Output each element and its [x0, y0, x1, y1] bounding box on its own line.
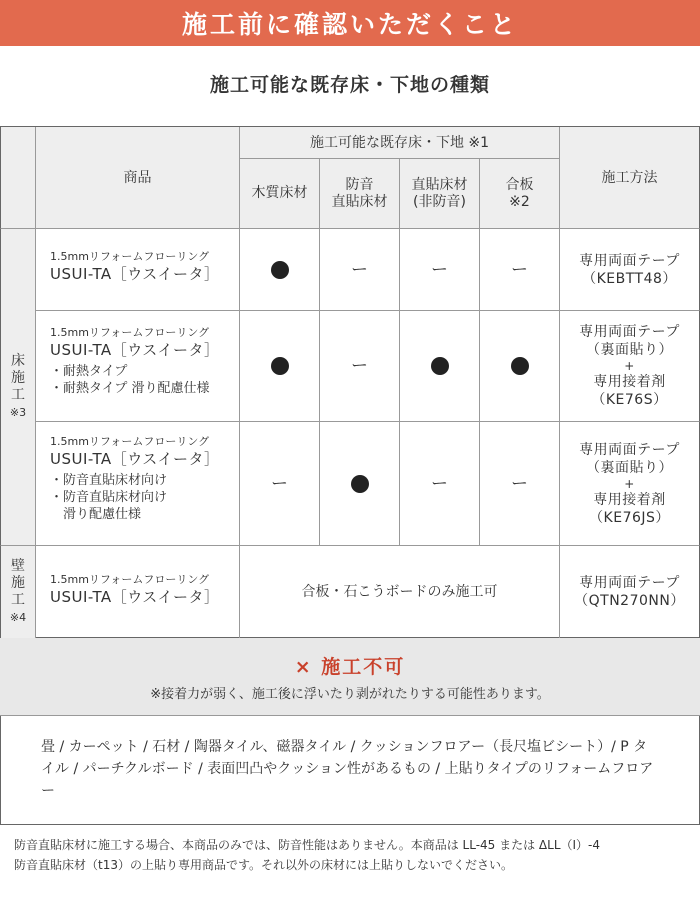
method-line: 専用両面テープ	[579, 324, 680, 340]
header-method: 施工方法	[560, 127, 700, 229]
method-plus: +	[624, 359, 635, 373]
method-line: 専用両面テープ	[579, 252, 680, 269]
product-subtitle: 1.5mmリフォームフローリング	[50, 435, 210, 448]
header-product: 商品	[36, 127, 240, 229]
product-note: ・耐熱タイプ	[50, 364, 128, 379]
not-possible-banner	[0, 638, 700, 716]
header-wood-label: 木質床材	[251, 185, 308, 201]
header-direct-l1: 直貼床材	[411, 176, 468, 193]
header-existing-group: 施工可能な既存床・下地 ※1	[240, 127, 560, 159]
header-plywood-l2: ※2	[509, 193, 530, 210]
mark-cell	[480, 311, 560, 422]
product-subtitle: 1.5mmリフォームフローリング	[50, 573, 210, 586]
method-line: （裏面貼り）	[586, 459, 673, 476]
unsupported-material-list: 畳 / カーペット / 石材 / 陶器タイル、磁器タイル / クッションフロアー（長尺塩ビシート）/ P タイル / パーチクルボード / 表面凹凸やクッション性があるもの / 上貼りタイプのリフォームフロアー	[0, 716, 700, 825]
header-plywood	[480, 159, 560, 229]
dot-icon	[431, 357, 449, 375]
product-subtitle: 1.5mmリフォームフローリング	[50, 326, 210, 339]
dot-icon	[511, 357, 529, 375]
method-line: （KE76JS）	[589, 509, 670, 526]
footnote-line: 防音直貼床材に施工する場合、本商品のみでは、防音性能はありません。本商品は LL-45 または ΔLL（Ⅰ）-4	[14, 838, 601, 852]
table-row-product	[36, 422, 240, 546]
header-direct	[400, 159, 480, 229]
floor-label-char: 工	[11, 387, 25, 403]
method-cell	[560, 311, 700, 422]
dash-mark: ー	[351, 356, 368, 376]
wall-label-note: ※4	[9, 611, 27, 624]
mark-cell	[400, 311, 480, 422]
method-plus: +	[624, 476, 635, 491]
method-line: （QTN270NN）	[574, 593, 685, 609]
dot-icon	[351, 475, 369, 493]
table-row-product	[36, 546, 240, 638]
method-line: 専用接着剤	[593, 374, 666, 390]
mark-cell	[400, 229, 480, 311]
header-corner	[0, 127, 36, 229]
header-soundproof	[320, 159, 400, 229]
dot-icon	[271, 261, 289, 279]
mark-cell	[480, 229, 560, 311]
mark-cell	[240, 422, 320, 546]
wall-label-char: 施	[11, 575, 25, 591]
dot-icon	[271, 357, 289, 375]
not-possible-desc: ※接着力が弱く、施工後に浮いたり剥がれたりする可能性あります。	[150, 687, 550, 702]
method-line: （裏面貼り）	[586, 342, 673, 358]
page-banner: 施工前に確認いただくこと	[0, 0, 700, 46]
product-note: 滑り配慮仕様	[50, 507, 142, 522]
product-subtitle: 1.5mmリフォームフローリング	[50, 250, 210, 263]
table-row-product	[36, 229, 240, 311]
wall-span-cell: 合板・石こうボードのみ施工可	[240, 546, 560, 638]
method-line: （KEBTT48）	[582, 270, 677, 287]
product-name: USUI-TA［ウスイータ］	[50, 450, 220, 468]
method-cell	[560, 546, 700, 638]
product-name: USUI-TA［ウスイータ］	[50, 341, 220, 359]
floor-label-note: ※3	[9, 406, 27, 419]
footnote	[14, 835, 694, 875]
mark-cell	[480, 422, 560, 546]
wall-label-char: 工	[11, 592, 25, 608]
floor-label-char: 施	[11, 370, 25, 386]
header-wood	[240, 159, 320, 229]
mark-cell	[400, 422, 480, 546]
method-cell	[560, 229, 700, 311]
product-name: USUI-TA［ウスイータ］	[50, 265, 220, 283]
mark-cell	[240, 229, 320, 311]
floor-label-char: 床	[11, 353, 25, 369]
method-line: 専用接着剤	[593, 491, 666, 508]
header-soundproof-l1: 防音	[345, 176, 374, 193]
method-line: 専用両面テープ	[579, 441, 680, 458]
product-note: ・防音直貼床材向け	[50, 473, 168, 488]
wall-label-char: 壁	[11, 558, 25, 574]
mark-cell	[320, 311, 400, 422]
mark-cell	[240, 311, 320, 422]
wall-label	[0, 546, 36, 638]
method-cell	[560, 422, 700, 546]
product-note: ・防音直貼床材向け	[50, 490, 168, 505]
dash-mark: ー	[511, 259, 528, 280]
product-note: ・耐熱タイプ 滑り配慮仕様	[50, 381, 210, 396]
table-row-product	[36, 311, 240, 422]
method-line: （KE76S）	[591, 392, 668, 408]
dash-mark: ー	[511, 473, 528, 494]
floor-label	[0, 229, 36, 546]
header-soundproof-l2: 直貼床材	[331, 193, 388, 210]
dash-mark: ー	[351, 259, 368, 280]
section-title: 施工可能な既存床・下地の種類	[209, 74, 490, 96]
header-direct-l2: (非防音)	[413, 193, 466, 210]
compatibility-table	[0, 126, 700, 638]
method-line: 専用両面テープ	[579, 575, 680, 591]
dash-mark: ー	[431, 473, 448, 494]
footnote-line: 防音直貼床材（t13）の上貼り専用商品です。それ以外の床材には上貼りしないでください。	[14, 858, 514, 872]
dash-mark: ー	[431, 259, 448, 280]
mark-cell	[320, 229, 400, 311]
mark-cell	[320, 422, 400, 546]
dash-mark: ー	[271, 473, 288, 494]
product-name: USUI-TA［ウスイータ］	[50, 588, 220, 606]
not-possible-title: × 施工不可	[294, 656, 406, 678]
header-plywood-l1: 合板	[505, 176, 534, 193]
